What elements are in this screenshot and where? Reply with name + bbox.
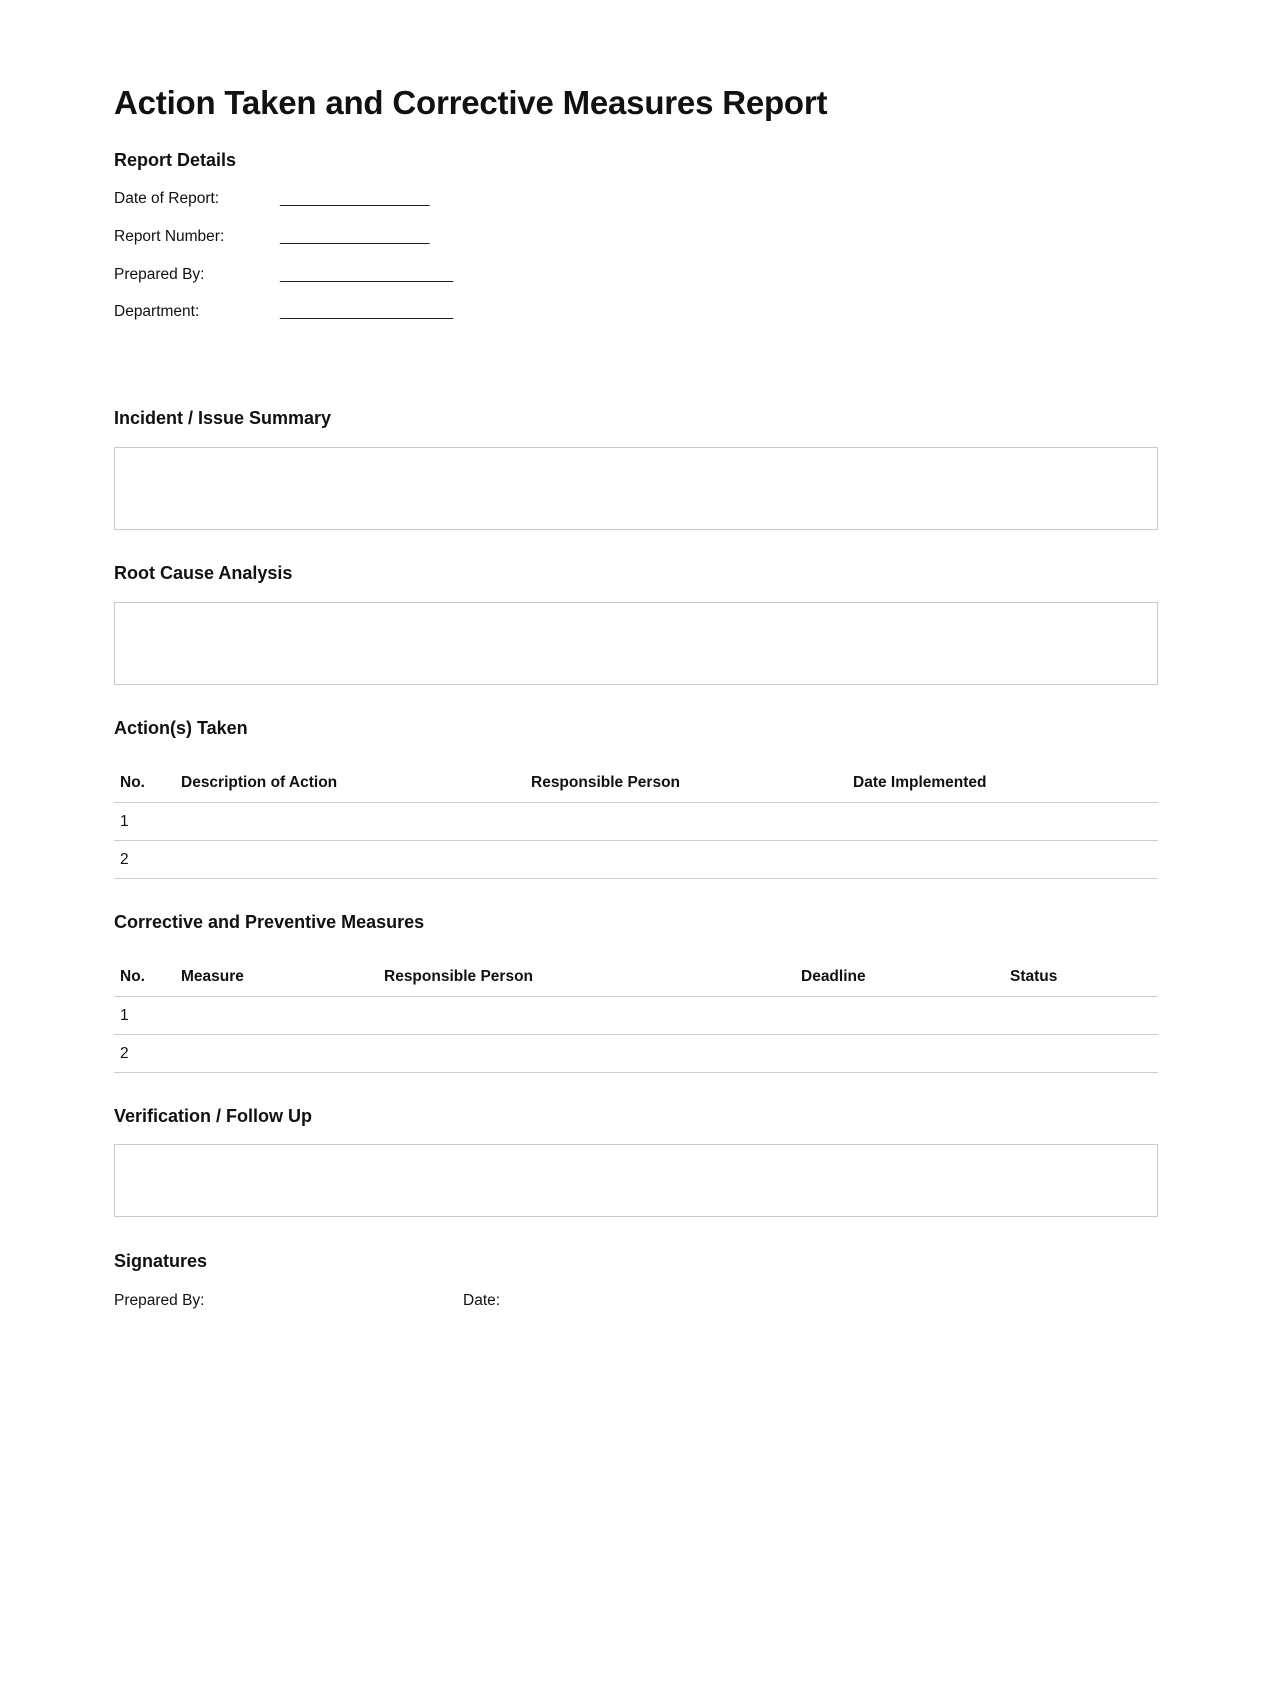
table-row xyxy=(114,803,1158,841)
row-number: 1 xyxy=(114,997,175,1035)
column-header-responsible-person: Responsible Person xyxy=(525,764,847,803)
signature-prepared-by-label: Prepared By: xyxy=(114,1292,205,1309)
description-cell[interactable] xyxy=(175,841,525,879)
corrective-measures-table xyxy=(114,958,1158,1073)
table-row xyxy=(114,997,1158,1035)
table-row xyxy=(114,841,1158,879)
row-number: 2 xyxy=(114,841,175,879)
table-row xyxy=(114,1035,1158,1073)
column-header-description: Description of Action xyxy=(175,764,525,803)
verification-box[interactable] xyxy=(114,1144,1158,1217)
corrective-measures-heading: Corrective and Preventive Measures xyxy=(114,912,425,932)
date-of-report-row xyxy=(114,190,614,210)
responsible-person-cell[interactable] xyxy=(525,841,847,879)
deadline-cell[interactable] xyxy=(795,1035,1004,1073)
prepared-by-row xyxy=(114,266,614,286)
column-header-status: Status xyxy=(1004,958,1158,997)
prepared-by-field[interactable]: ______________________ xyxy=(280,266,453,283)
report-number-field[interactable]: ___________________ xyxy=(280,228,430,245)
report-details-heading: Report Details xyxy=(114,150,237,170)
root-cause-heading: Root Cause Analysis xyxy=(114,563,293,583)
actions-taken-table xyxy=(114,764,1158,879)
report-number-label: Report Number: xyxy=(114,228,225,245)
responsible-person-cell[interactable] xyxy=(378,1035,795,1073)
actions-taken-header-row xyxy=(114,764,1158,803)
column-header-deadline: Deadline xyxy=(795,958,1004,997)
responsible-person-cell[interactable] xyxy=(525,803,847,841)
incident-summary-heading: Incident / Issue Summary xyxy=(114,408,332,428)
signature-row xyxy=(114,1290,814,1310)
row-number: 1 xyxy=(114,803,175,841)
responsible-person-cell[interactable] xyxy=(378,997,795,1035)
column-header-responsible-person: Responsible Person xyxy=(378,958,795,997)
department-field[interactable]: ______________________ xyxy=(280,303,453,320)
corrective-measures-header-row xyxy=(114,958,1158,997)
column-header-no: No. xyxy=(114,764,175,803)
report-number-row xyxy=(114,228,614,248)
department-label: Department: xyxy=(114,303,200,320)
row-number: 2 xyxy=(114,1035,175,1073)
column-header-measure: Measure xyxy=(175,958,378,997)
measure-cell[interactable] xyxy=(175,997,378,1035)
actions-taken-heading: Action(s) Taken xyxy=(114,718,248,738)
column-header-no: No. xyxy=(114,958,175,997)
date-of-report-label: Date of Report: xyxy=(114,190,220,207)
status-cell[interactable] xyxy=(1004,997,1158,1035)
date-implemented-cell[interactable] xyxy=(847,803,1158,841)
description-cell[interactable] xyxy=(175,803,525,841)
department-row xyxy=(114,303,614,323)
status-cell[interactable] xyxy=(1004,1035,1158,1073)
signatures-heading: Signatures xyxy=(114,1251,208,1271)
root-cause-box[interactable] xyxy=(114,602,1158,685)
date-of-report-field[interactable]: ___________________ xyxy=(280,190,430,207)
signature-date-label: Date: xyxy=(463,1292,501,1309)
deadline-cell[interactable] xyxy=(795,997,1004,1035)
verification-heading: Verification / Follow Up xyxy=(114,1106,313,1126)
prepared-by-label: Prepared By: xyxy=(114,266,205,283)
date-implemented-cell[interactable] xyxy=(847,841,1158,879)
incident-summary-box[interactable] xyxy=(114,447,1158,530)
measure-cell[interactable] xyxy=(175,1035,378,1073)
column-header-date-implemented: Date Implemented xyxy=(847,764,1158,803)
page-title: Action Taken and Corrective Measures Report xyxy=(114,84,828,121)
